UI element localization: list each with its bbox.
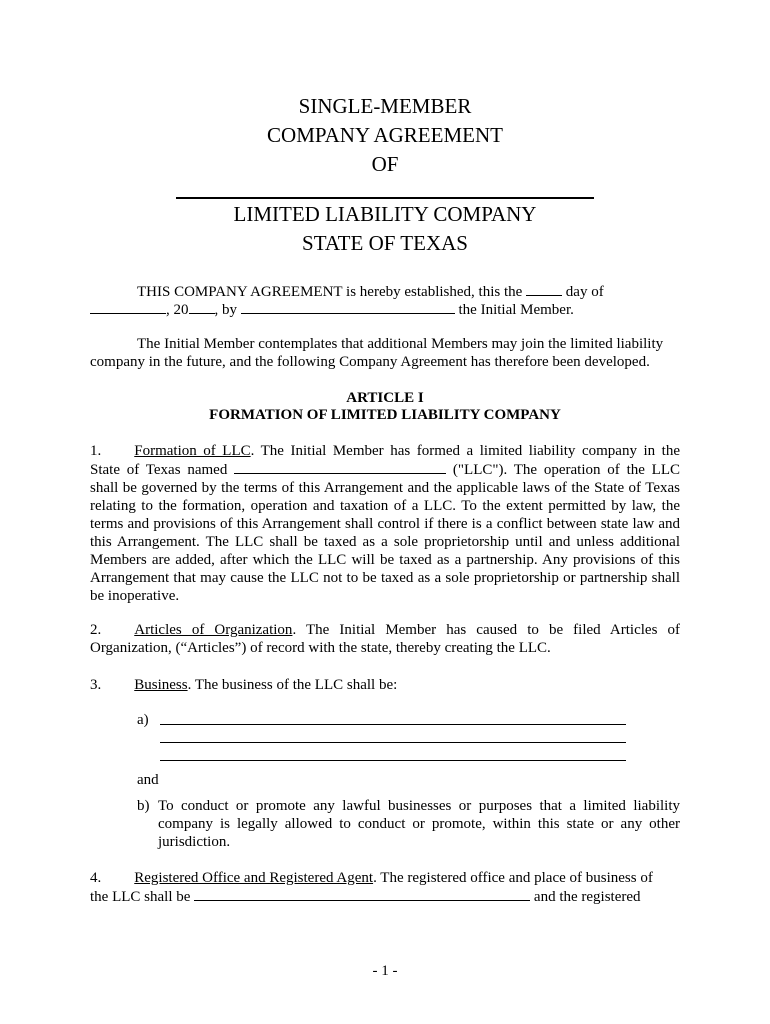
section-4-line-2 bbox=[90, 887, 641, 906]
section-2 bbox=[90, 621, 680, 657]
item-b-text bbox=[158, 797, 680, 851]
item-b-line: jurisdiction. bbox=[158, 834, 231, 850]
title-line-4: LIMITED LIABILITY COMPANY bbox=[233, 202, 537, 226]
day-blank bbox=[526, 282, 562, 296]
section-1-line-2 bbox=[90, 460, 680, 479]
section-1-body-line: terms and provisions of this Arrangement shall control if there is a conflict between state law and bbox=[90, 516, 680, 532]
registered-office-blank bbox=[194, 887, 530, 901]
item-b-line: company is legally allowed to conduct or promote, within this state or any other bbox=[158, 816, 680, 832]
intro-text-5: the Initial Member. bbox=[458, 302, 574, 318]
section-3-line-1 bbox=[90, 676, 397, 694]
year-blank bbox=[189, 300, 215, 314]
section-1-body-line: Arrangement that may cause the LLC not to be taxed as a sole proprietorship or partnership shall bbox=[90, 570, 680, 586]
section-1-body-line: shall be governed by the terms of this Arrangement and the applicable laws of the State of Texas bbox=[90, 480, 680, 496]
section-1 bbox=[90, 442, 680, 605]
article-heading: FORMATION OF LIMITED LIABILITY COMPANY bbox=[209, 407, 561, 423]
section-4-number: 4. bbox=[90, 870, 102, 886]
title-line-3: OF bbox=[371, 152, 399, 176]
section-3-text: . The business of the LLC shall be: bbox=[187, 677, 398, 693]
contemplates-line-1: The Initial Member contemplates that additional Members may join the limited liability bbox=[137, 336, 664, 352]
title-line-1: SINGLE-MEMBER bbox=[298, 94, 472, 118]
title-line-5: STATE OF TEXAS bbox=[302, 231, 468, 255]
company-name-blank bbox=[176, 197, 594, 199]
section-1-line-2-b: ("LLC"). The operation of the LLC bbox=[452, 462, 681, 478]
section-1-body-line: relating to the formation, operation and taxation of a LLC. To the extent permitted by law, the bbox=[90, 498, 680, 514]
intro-text-4: , by bbox=[214, 302, 237, 318]
section-4-heading: Registered Office and Registered Agent bbox=[134, 870, 374, 886]
title-line-2: COMPANY AGREEMENT bbox=[267, 123, 503, 147]
section-4-line-2-a: the LLC shall be bbox=[90, 889, 191, 905]
section-1-body-line: this Arrangement. The LLC shall be taxed as a sole proprietorship until and unless additional bbox=[90, 534, 680, 550]
member-name-blank bbox=[241, 300, 455, 314]
intro-text-3: , 20 bbox=[166, 302, 189, 318]
section-4-line-1 bbox=[90, 869, 653, 887]
section-2-line-2: Organization, (“Articles”) of record with the state, thereby creating the LLC. bbox=[90, 640, 551, 656]
page-number: - 1 - bbox=[372, 963, 398, 979]
intro-line-1 bbox=[137, 282, 604, 301]
llc-name-blank bbox=[234, 460, 446, 474]
section-1-body-line: Members are added, after which the LLC will be taxed as a partnership. Any provisions of this bbox=[90, 552, 680, 568]
contemplates-line-2: company in the future, and the following Company Agreement has therefore been developed. bbox=[90, 354, 650, 370]
section-1-heading: Formation of LLC bbox=[134, 443, 251, 459]
section-2-number: 2. bbox=[90, 622, 102, 638]
section-3-number: 3. bbox=[90, 677, 102, 693]
intro-line-2 bbox=[90, 300, 574, 319]
section-4-line-1-text: . The registered office and place of business of bbox=[373, 870, 653, 886]
month-blank bbox=[90, 300, 166, 314]
section-1-number: 1. bbox=[90, 443, 102, 459]
item-b-line: To conduct or promote any lawful businesses or purposes that a limited liability bbox=[158, 798, 680, 814]
section-2-heading: Articles of Organization bbox=[134, 622, 293, 638]
intro-text-1: THIS COMPANY AGREEMENT is hereby established, this the bbox=[137, 284, 523, 300]
business-blank-3 bbox=[160, 760, 626, 761]
section-2-line-1-text: . The Initial Member has caused to be filed Articles of bbox=[292, 622, 680, 638]
and-text: and bbox=[137, 772, 159, 788]
business-blank-1 bbox=[160, 724, 626, 725]
section-3-heading: Business bbox=[134, 677, 188, 693]
section-2-line-1 bbox=[90, 621, 680, 639]
section-1-body-line: be inoperative. bbox=[90, 588, 180, 604]
article-number: ARTICLE I bbox=[346, 390, 424, 406]
section-1-line-1-text: . The Initial Member has formed a limited liability company in the bbox=[250, 443, 680, 459]
item-a-label: a) bbox=[137, 712, 149, 728]
section-1-line-1 bbox=[90, 442, 680, 460]
section-1-line-2-a: State of Texas named bbox=[90, 462, 228, 478]
business-blank-2 bbox=[160, 742, 626, 743]
section-4-line-2-b: and the registered bbox=[533, 889, 641, 905]
intro-text-2: day of bbox=[565, 284, 604, 300]
item-b-label: b) bbox=[137, 798, 150, 814]
